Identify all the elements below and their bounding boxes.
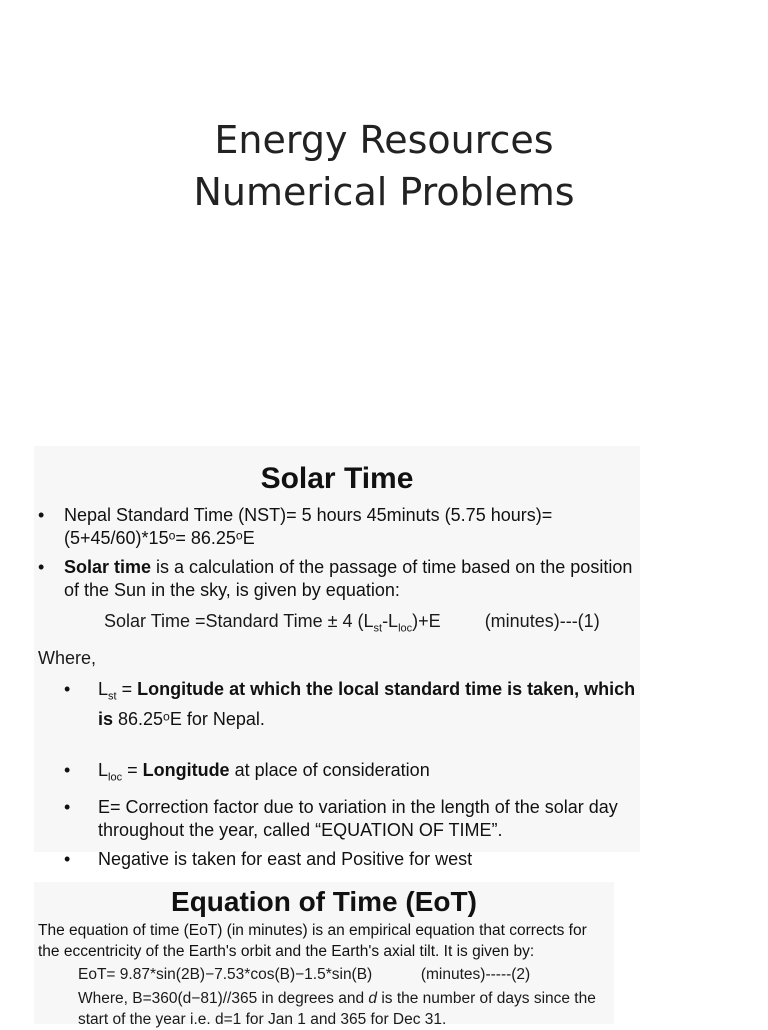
eot-where-text: Where, B=360(d−81)//365 in degrees and [78,990,369,1007]
title-line-1: Energy Resources [214,118,554,162]
nst-text: Nepal Standard Time (NST)= 5 hours 45minuts (5.75 hours)=(5+45/60)*15ᵒ= 86.25ᵒE [64,505,553,548]
lloc-subscript: loc [108,771,123,784]
bullet-lloc [34,759,640,790]
bullet-solar-time [40,556,640,602]
bullet-icon: • [64,678,71,699]
title-slide [0,0,768,440]
equation-part: )+E [412,611,441,631]
lloc-symbol: L [98,760,109,781]
eot-formula: EoT= 9.87*sin(2B)−7.53*cos(B)−1.5*sin(B) [78,966,373,983]
bullet-lst [34,678,640,732]
lloc-definition: Longitude [142,760,230,781]
equation-unit: (minutes)---(1) [484,611,600,631]
lst-subscript: st [108,690,117,703]
eot-heading: Equation of Time (EoT) [171,886,477,917]
eot-where-text: is the number of days since the start of the year i.e. d=1 for Jan 1 and 365 for Dec 31. [78,990,596,1028]
solar-time-equation [34,610,640,641]
lst-definition: Longitude at which the local standard time is taken, which is [98,678,636,730]
eot-variable-d: d [368,990,378,1007]
lst-symbol: L [98,678,109,699]
eot-paragraph: The equation of time (EoT) (in minutes) is an empirical equation that corrects for the eccentricity of the Earth's orbit and the Earth's axial tilt. It is given by: [38,922,587,960]
equation-subscript: st [373,622,383,635]
bullet-icon: • [64,796,71,817]
bullet-icon: • [64,760,71,781]
equation-subscript: loc [398,622,413,635]
presentation-title [0,114,768,218]
eot-slide [34,882,614,1028]
where-label: Where, [38,647,97,668]
lst-value: 86.25ᵒE for Nepal. [113,709,265,730]
bullet-icon: • [38,505,45,525]
lloc-description: at place of consideration [229,760,430,781]
title-line-2: Numerical Problems [193,170,575,214]
lloc-equals: = [122,760,143,781]
eot-equation [34,964,614,985]
solar-time-definition: is a calculation of the passage of time based on the position of the Sun in the sky, is given by equation: [64,557,633,600]
bullet-e-def [34,796,640,842]
bullet-icon: • [64,848,71,869]
bullet-icon: • [38,557,45,577]
bullet-sign-rule [34,848,640,871]
bullet-nst [40,504,640,550]
equation-part: -L [382,611,399,631]
lst-equals: = [116,678,138,699]
eot-equation-unit: (minutes)-----(2) [420,966,531,983]
solar-time-term: Solar time [64,557,152,577]
solar-time-slide [34,446,640,869]
sign-rule-text: Negative is taken for east and Positive for west [98,848,473,869]
equation-part: Solar Time =Standard Time ± 4 (L [104,611,374,631]
e-definition: E= Correction factor due to variation in the length of the solar day throughout the year, called “EQUATION OF TIME”. [98,796,618,840]
solar-time-heading: Solar Time [260,462,414,495]
